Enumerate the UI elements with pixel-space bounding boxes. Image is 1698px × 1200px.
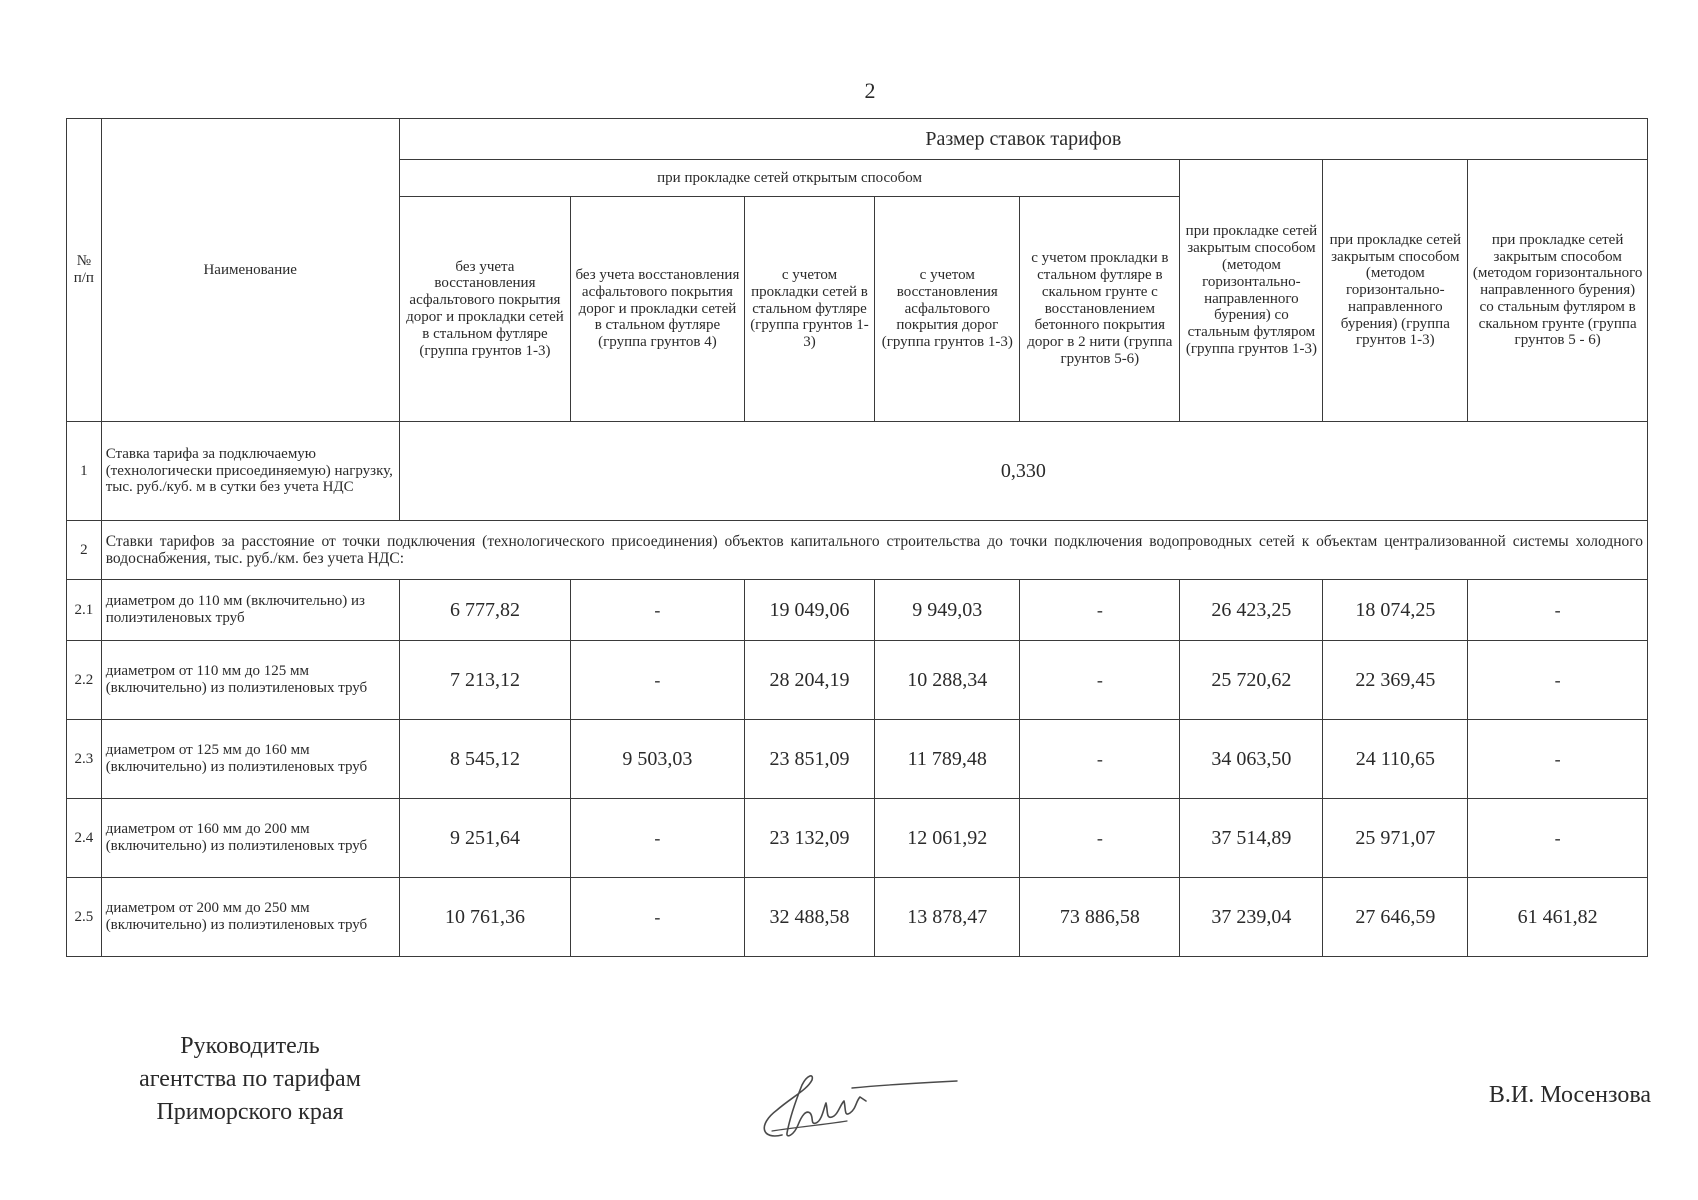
cell-value: 37 239,04 (1180, 878, 1323, 957)
signer-title-line: агентства по тарифам (139, 1066, 361, 1093)
cell-value: 10 761,36 (399, 878, 570, 957)
row-num: 2.4 (67, 799, 102, 878)
header-group-title: Размер ставок тарифов (399, 119, 1647, 160)
cell-value: - (1468, 580, 1648, 641)
cell-value: - (1468, 720, 1648, 799)
cell-value: - (571, 799, 745, 878)
table-row (67, 580, 1648, 641)
cell-value: - (1468, 641, 1648, 720)
table-row (67, 799, 1648, 878)
cell-value: 23 132,09 (744, 799, 875, 878)
cell-value: 6 777,82 (399, 580, 570, 641)
row-name: диаметром от 160 мм до 200 мм (включительно) из полиэтиленовых труб (101, 799, 399, 878)
cell-value: 7 213,12 (399, 641, 570, 720)
row-num: 1 (67, 422, 102, 521)
row-num: 2 (67, 521, 102, 580)
header-col-3: с учетом прокладки сетей в стальном футляре (группа грунтов 1-3) (744, 197, 875, 422)
header-col-7: при прокладке сетей закрытым способом (методом горизонтально-направленного бурения) (группа грунтов 1-3) (1323, 160, 1468, 422)
page-number: 2 (864, 78, 876, 103)
cell-value: 12 061,92 (875, 799, 1020, 878)
header-col-8: при прокладке сетей закрытым способом (методом горизонтального направленного бурения) со стальным футляром в скальном грунте (группа грунтов 5 - 6) (1468, 160, 1648, 422)
cell-value: - (1020, 641, 1180, 720)
cell-value: - (571, 641, 745, 720)
cell-value: - (1468, 799, 1648, 878)
row-name: диаметром от 125 мм до 160 мм (включительно) из полиэтиленовых труб (101, 720, 399, 799)
cell-value: 9 503,03 (571, 720, 745, 799)
cell-value: 22 369,45 (1323, 641, 1468, 720)
table-row (67, 720, 1648, 799)
row-num: 2.5 (67, 878, 102, 957)
cell-value: 34 063,50 (1180, 720, 1323, 799)
cell-value: 9 251,64 (399, 799, 570, 878)
handwritten-signature (752, 1055, 962, 1145)
header-col-1: без учета восстановления асфальтового покрытия дорог и прокладки сетей в стальном футляре (группа грунтов 1-3) (399, 197, 570, 422)
cell-value: - (1020, 799, 1180, 878)
cell-value: - (1020, 580, 1180, 641)
header-num: № п/п (67, 119, 102, 422)
signer-title-line: Руководитель (180, 1033, 320, 1059)
cell-value: 27 646,59 (1323, 878, 1468, 957)
row-num: 2.1 (67, 580, 102, 641)
cell-value: 25 720,62 (1180, 641, 1323, 720)
header-col-6: при прокладке сетей закрытым способом (методом горизонтально-направленного бурения) со стальным футляром (группа грунтов 1-3) (1180, 160, 1323, 422)
table-row (67, 878, 1648, 957)
cell-value: 8 545,12 (399, 720, 570, 799)
signer-title-line: Приморского края (156, 1099, 344, 1126)
cell-value: 32 488,58 (744, 878, 875, 957)
cell-value: 61 461,82 (1468, 878, 1648, 957)
row-num: 2.2 (67, 641, 102, 720)
cell-value: 37 514,89 (1180, 799, 1323, 878)
row-name: диаметром от 200 мм до 250 мм (включительно) из полиэтиленовых труб (101, 878, 399, 957)
row-num: 2.3 (67, 720, 102, 799)
row-name: Ставка тарифа за подключаемую (технологически присоединяемую) нагрузку, тыс. руб./куб. м в сутки без учета НДС (101, 422, 399, 521)
cell-value: 24 110,65 (1323, 720, 1468, 799)
cell-value: 23 851,09 (744, 720, 875, 799)
header-col-2: без учета восстановления асфальтового покрытия дорог и прокладки сетей в стальном футляре (группа грунтов 4) (571, 197, 745, 422)
table-row (67, 521, 1648, 580)
signer-name: В.И. Мосензова (1488, 1082, 1651, 1108)
signer-title (100, 1030, 400, 1129)
table-row (67, 641, 1648, 720)
header-name: Наименование (101, 119, 399, 422)
cell-value: 26 423,25 (1180, 580, 1323, 641)
cell-value: 11 789,48 (875, 720, 1020, 799)
cell-value: - (571, 878, 745, 957)
header-col-5: с учетом прокладки в стальном футляре в скальном грунте с восстановлением бетонного покрытия дорог в 2 нити (группа грунтов 5-6) (1020, 197, 1180, 422)
tariff-table (66, 118, 1648, 957)
header-col-4: с учетом восстановления асфальтового покрытия дорог (группа грунтов 1-3) (875, 197, 1020, 422)
row-section-text: Ставки тарифов за расстояние от точки подключения (технологического присоединения) объектов капитального строительства до точки подключения водопроводных сетей к объектам централизованной системы холодного водоснабжения, тыс. руб./км. без учета НДС: (101, 521, 1647, 580)
row-value: 0,330 (399, 422, 1647, 521)
cell-value: 9 949,03 (875, 580, 1020, 641)
cell-value: - (1020, 720, 1180, 799)
row-name: диаметром до 110 мм (включительно) из полиэтиленовых труб (101, 580, 399, 641)
row-name: диаметром от 110 мм до 125 мм (включительно) из полиэтиленовых труб (101, 641, 399, 720)
cell-value: 73 886,58 (1020, 878, 1180, 957)
header-open-method: при прокладке сетей открытым способом (399, 160, 1180, 197)
cell-value: - (571, 580, 745, 641)
cell-value: 13 878,47 (875, 878, 1020, 957)
cell-value: 10 288,34 (875, 641, 1020, 720)
cell-value: 18 074,25 (1323, 580, 1468, 641)
cell-value: 19 049,06 (744, 580, 875, 641)
cell-value: 28 204,19 (744, 641, 875, 720)
cell-value: 25 971,07 (1323, 799, 1468, 878)
table-row (67, 422, 1648, 521)
